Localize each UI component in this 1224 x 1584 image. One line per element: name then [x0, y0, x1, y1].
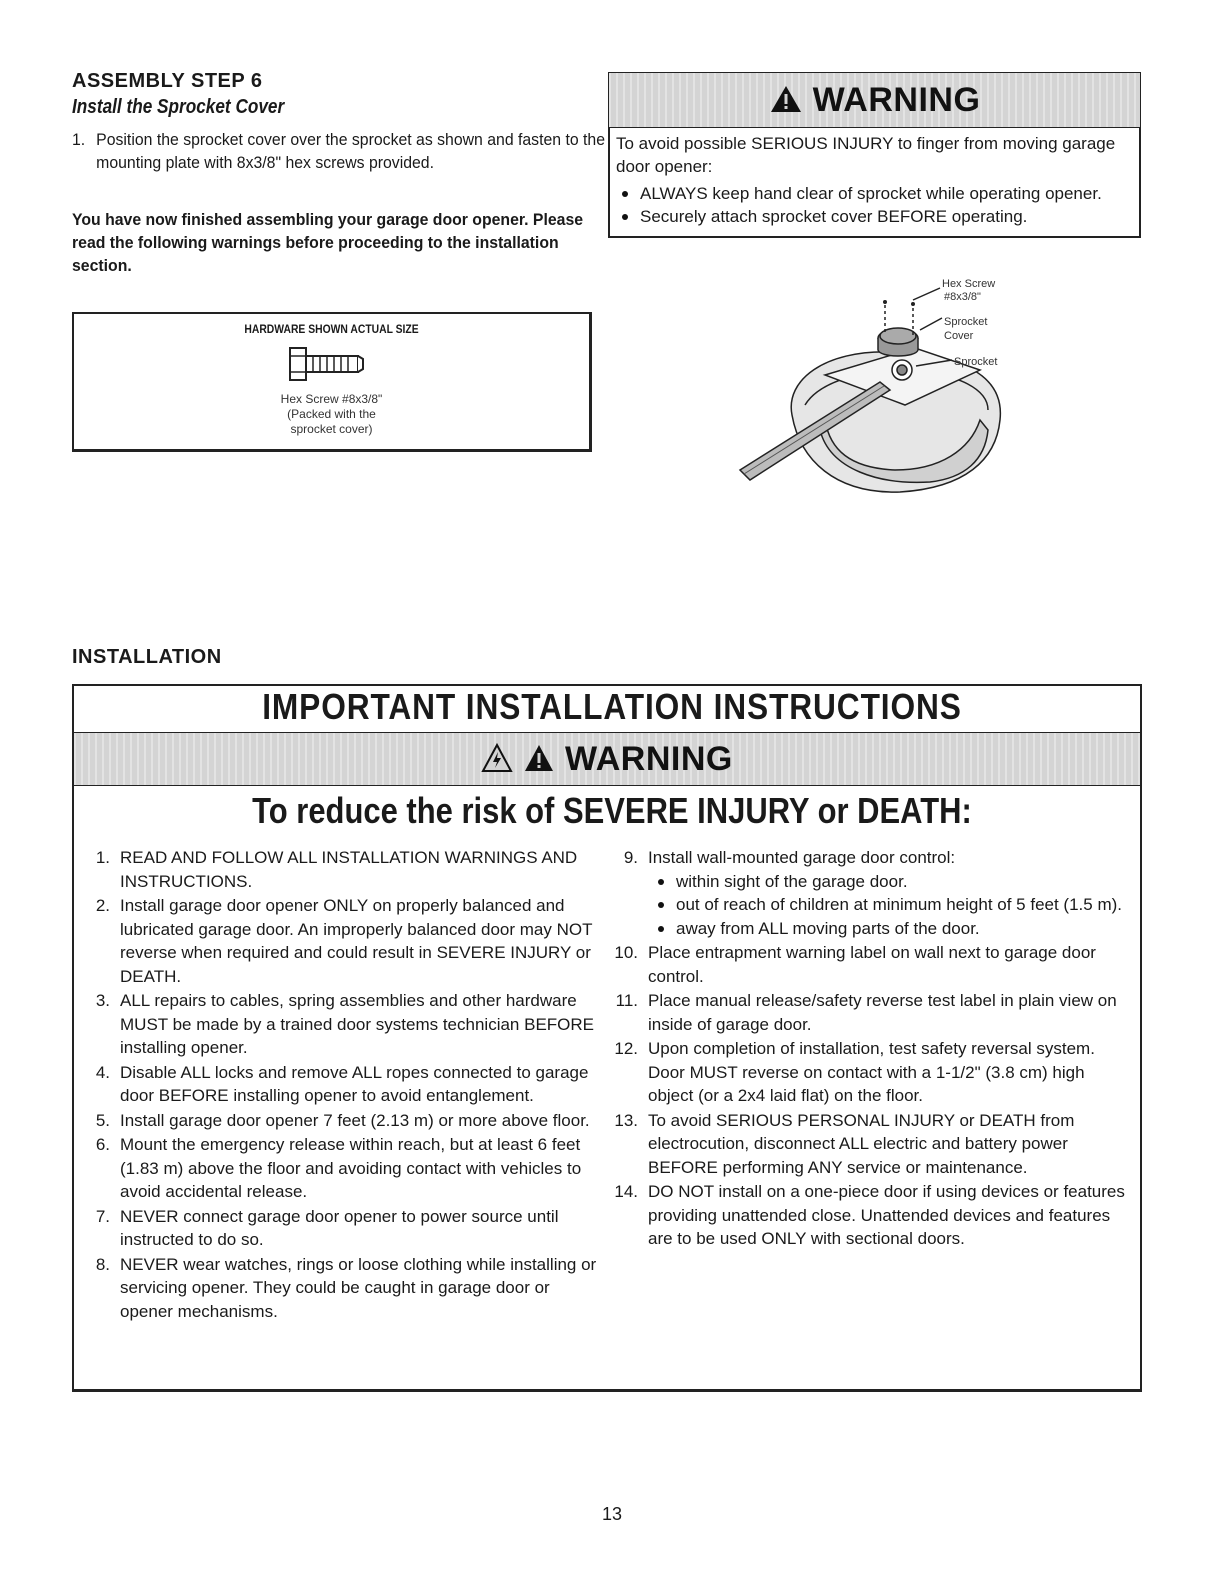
item-number: 10.: [614, 943, 638, 962]
electric-hazard-icon: [481, 743, 513, 773]
item-text: To avoid SERIOUS PERSONAL INJURY or DEATH from electrocution, disconnect ALL electric and battery power BEFORE performing ANY service or maintenance.: [648, 1110, 1075, 1177]
label-hex-size: #8x3/8": [944, 291, 981, 303]
caption-line: (Packed with the: [287, 407, 376, 421]
item-text: Upon completion of installation, test safety reversal system. Door MUST reverse on contact with a 1-1/2" (3.8 cm) high object (or a 2x4 laid flat) on the floor.: [648, 1039, 1095, 1105]
installation-box-title: IMPORTANT INSTALLATION INSTRUCTIONS: [262, 686, 962, 727]
item-number: 3.: [95, 991, 110, 1010]
bullet-icon: [658, 902, 664, 908]
item-number: 1.: [95, 848, 110, 867]
item-text: Disable ALL locks and remove ALL ropes connected to garage door BEFORE installing opener to avoid entanglement.: [120, 1062, 589, 1105]
item-number: 9.: [623, 848, 638, 867]
installation-list-right: [610, 846, 1134, 1252]
item-number: 11.: [615, 991, 638, 1010]
item-number: 2.: [95, 896, 110, 915]
hardware-caption: [74, 392, 589, 437]
warning-banner-top: [608, 72, 1141, 128]
finish-note: You have now finished assembling your garage door opener. Please read the following warnings before proceeding to the installation section.: [72, 210, 584, 275]
item-text: READ AND FOLLOW ALL INSTALLATION WARNINGS AND INSTRUCTIONS.: [120, 848, 578, 891]
installation-list-left: [82, 846, 602, 1324]
bullet-icon: [658, 879, 664, 885]
list-item: [610, 1037, 1134, 1108]
item-text: Install wall-mounted garage door control:: [648, 848, 956, 867]
list-item: [82, 1061, 602, 1108]
caption-line: Hex Screw #8x3/8": [280, 392, 383, 406]
item-text: DO NOT install on a one-piece door if using devices or features providing unattended close. Unattended devices and features are to be used ONLY with sectional doors.: [648, 1182, 1125, 1248]
assembly-step-heading: ASSEMBLY STEP 6: [72, 70, 263, 92]
opener-illustration: [730, 270, 1030, 500]
bullet-text: ALWAYS keep hand clear of sprocket while operating opener.: [640, 184, 1102, 203]
list-item: [72, 128, 626, 174]
warning-triangle-icon: [769, 84, 803, 114]
label-sprocket-cover-2: Cover: [944, 330, 974, 342]
item-text: NEVER connect garage door opener to power source until instructed to do so.: [120, 1206, 559, 1249]
list-item: [610, 989, 1134, 1036]
list-item: [648, 870, 1134, 894]
list-item: [610, 846, 1134, 940]
item-number: 5.: [95, 1110, 110, 1130]
list-item: [616, 205, 1136, 228]
warning-bullets: [616, 182, 1136, 228]
warning-banner-install: [74, 732, 1140, 786]
label-hex-screw: Hex Screw: [942, 278, 996, 290]
assembly-steps-list: [72, 128, 612, 174]
item-text: NEVER wear watches, rings or loose clothing while installing or servicing opener. They could be caught in garage door or opener mechanisms.: [120, 1254, 597, 1321]
bullet-text: Securely attach sprocket cover BEFORE operating.: [640, 207, 1028, 226]
item-number: 6.: [95, 1135, 110, 1154]
item-text: Install garage door opener ONLY on properly balanced and lubricated garage door. An improperly balanced door may NOT reverse when required and could result in SEVERE INJURY or DEATH.: [120, 896, 593, 986]
item-text: Mount the emergency release within reach, but at least 6 feet (1.83 m) above the floor and avoiding contact with vehicles to avoid accidental release.: [120, 1135, 582, 1201]
warning-triangle-icon: [523, 743, 555, 773]
risk-title: To reduce the risk of SEVERE INJURY or DEATH:: [252, 790, 972, 831]
item-text: Install garage door opener 7 feet (2.13 m) or more above floor.: [120, 1110, 590, 1130]
item-text: Place entrapment warning label on wall next to garage door control.: [648, 943, 1096, 986]
list-item: [610, 1180, 1134, 1251]
list-item: [82, 894, 602, 988]
bullet-icon: [622, 191, 628, 197]
item-number: 13.: [614, 1110, 638, 1130]
hardware-title: HARDWARE SHOWN ACTUAL SIZE: [244, 324, 419, 336]
item-number: 12.: [614, 1039, 638, 1058]
list-item: [610, 1109, 1134, 1180]
list-item: [82, 1205, 602, 1252]
item-number: 14.: [614, 1182, 638, 1201]
warning-intro: To avoid possible SERIOUS INJURY to finger from moving garage door opener:: [616, 134, 1116, 176]
hardware-box: [72, 312, 592, 452]
list-item: [82, 1109, 602, 1133]
installation-heading: INSTALLATION: [72, 646, 222, 668]
list-item: [82, 1253, 602, 1324]
list-item: [648, 893, 1134, 917]
bullet-text: out of reach of children at minimum height of 5 feet (1.5 m).: [676, 895, 1122, 914]
list-item: [610, 941, 1134, 988]
bullet-icon: [622, 214, 628, 220]
bullet-icon: [658, 926, 664, 932]
list-item: [82, 989, 602, 1060]
page-number: 13: [601, 1504, 623, 1524]
item-number: 8.: [95, 1254, 110, 1274]
label-sprocket-cover-1: Sprocket: [944, 316, 988, 328]
label-sprocket: Sprocket: [954, 356, 998, 368]
item-text: Place manual release/safety reverse test label in plain view on inside of garage door.: [648, 991, 1117, 1034]
bullet-text: away from ALL moving parts of the door.: [676, 918, 980, 938]
list-item: [616, 182, 1136, 205]
hex-screw-icon: [284, 342, 384, 392]
list-item: [648, 917, 1134, 941]
list-item: [82, 846, 602, 893]
warning-label: WARNING: [565, 740, 733, 778]
sprocket-cover: [878, 328, 918, 356]
warning-label: WARNING: [812, 81, 981, 119]
step-text: Position the sprocket cover over the sprocket as shown and fasten to the mounting plate with 8x3/8" hex screws provided.: [96, 130, 606, 172]
assembly-step-subtitle: Install the Sprocket Cover: [72, 96, 285, 118]
item-text: ALL repairs to cables, spring assemblies and other hardware MUST be made by a trained door systems technician BEFORE installing opener.: [120, 991, 594, 1057]
item-number: 4.: [95, 1062, 110, 1082]
item-number: 7.: [95, 1206, 110, 1226]
caption-line: sprocket cover): [290, 422, 373, 436]
step-number: 1.: [72, 130, 86, 149]
list-item: [82, 1133, 602, 1204]
sub-bullets: [648, 870, 1134, 941]
bullet-text: within sight of the garage door.: [676, 871, 908, 891]
